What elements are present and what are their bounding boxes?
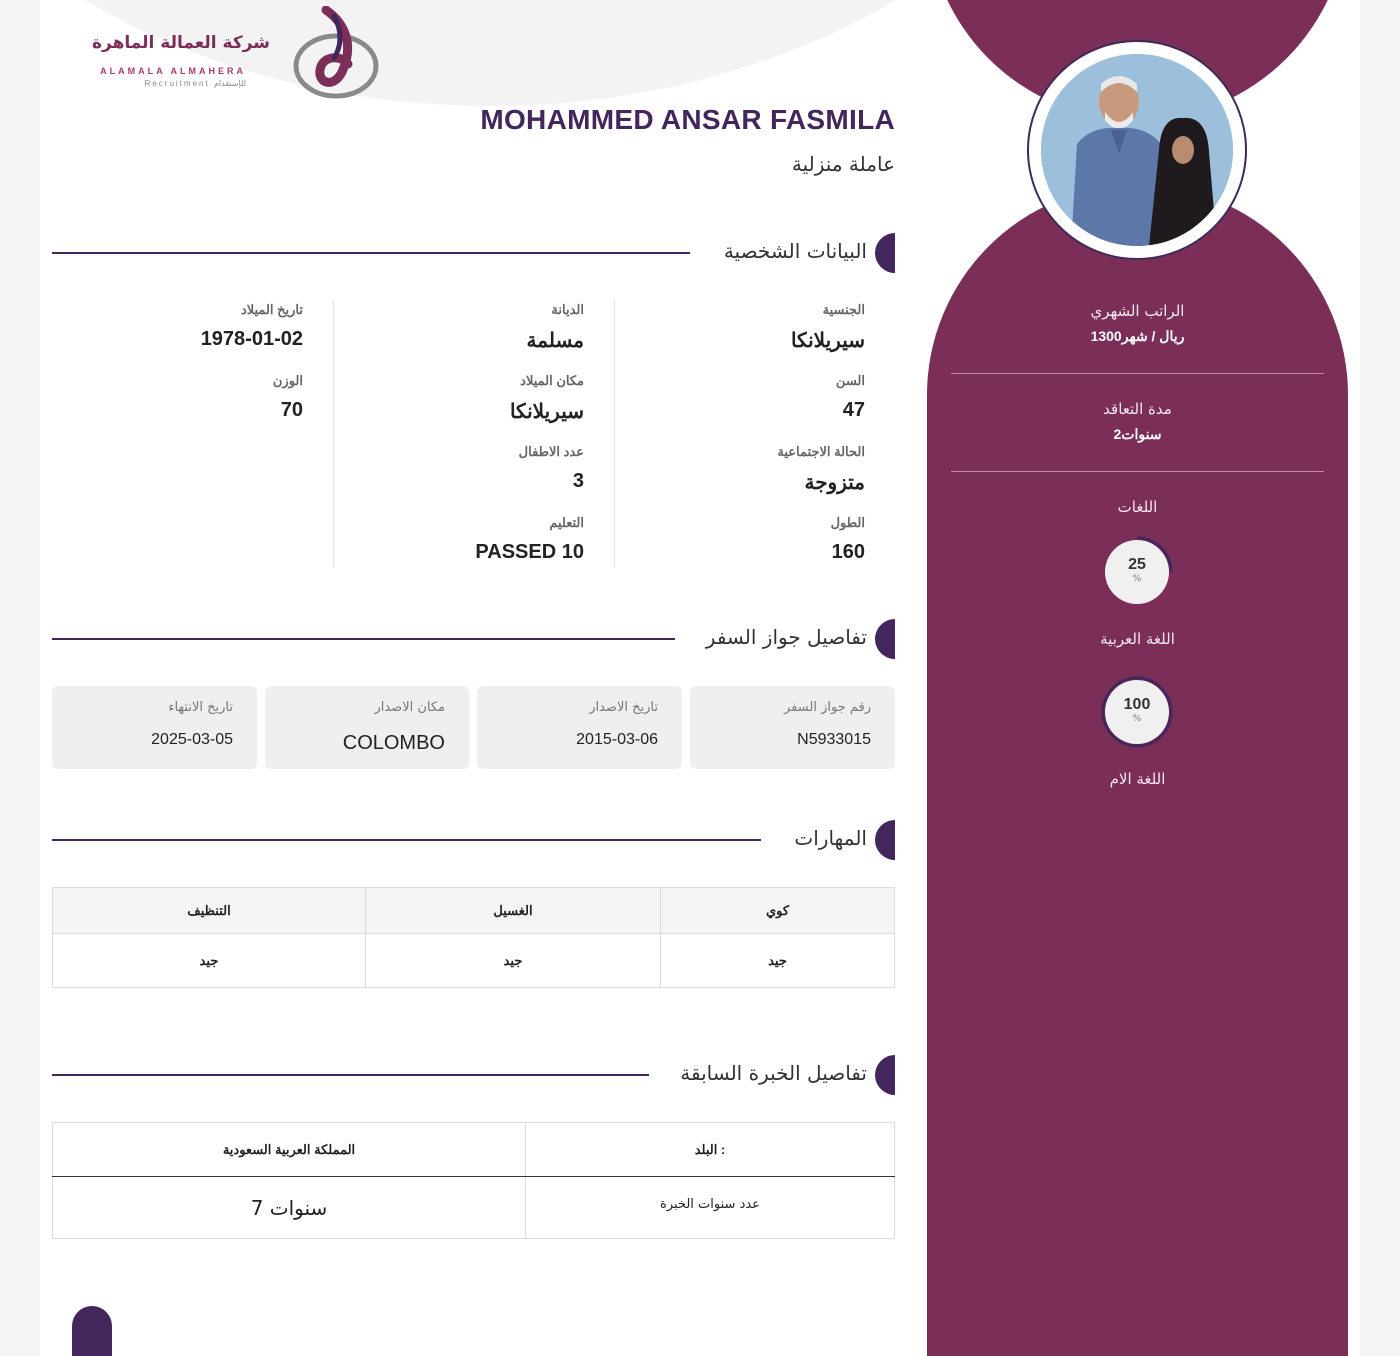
logo-subtitle: Recruitment للإستقدام [144, 79, 246, 88]
passport-number-card [690, 686, 895, 769]
native-level-unit: % [1132, 714, 1142, 724]
arabic-level-unit: % [1132, 574, 1142, 584]
birthdate-value: 1978-01-02 [200, 328, 303, 350]
nationality-label: الجنسية [822, 302, 865, 317]
table-row [53, 1123, 895, 1177]
expiry-date-label: تاريخ الانتهاء [168, 700, 233, 715]
table-row [53, 1177, 895, 1239]
section-title: المهارات [794, 826, 867, 850]
section-tab-marker [875, 820, 895, 860]
section-divider [52, 839, 761, 841]
section-personal-header [52, 233, 895, 273]
section-skills-header [52, 820, 895, 860]
marital-label: الحالة الاجتماعية [777, 444, 865, 459]
passport-number-label: رقم جواز السفر [784, 700, 871, 715]
section-tab-marker [875, 1055, 895, 1095]
arabic-language-label: اللغة العربية [1100, 630, 1175, 648]
section-title: تفاصيل جواز السفر [705, 625, 867, 649]
salary-value: 1300ريال / شهر [1090, 328, 1185, 344]
skill-value-ironing: جيد [661, 934, 895, 988]
age-value: 47 [842, 399, 865, 421]
country-label: البلد : [526, 1123, 895, 1177]
weight-label: الوزن [272, 373, 303, 388]
salary-label: الراتب الشهري [1090, 302, 1185, 320]
company-logo [92, 6, 382, 102]
age-label: السن [835, 373, 865, 388]
children-value: 3 [572, 470, 584, 492]
sidebar-divider [951, 471, 1324, 472]
native-level-gauge [1103, 678, 1171, 746]
expiry-date-card [52, 686, 257, 769]
languages-label: اللغات [1117, 498, 1158, 516]
birthplace-label: مكان الميلاد [520, 373, 584, 388]
section-passport-header [52, 619, 895, 659]
arabic-level-face [1105, 540, 1169, 604]
section-divider [52, 638, 675, 640]
issue-place-label: مكان الاصدار [374, 700, 445, 715]
profile-photo-frame [1027, 40, 1247, 260]
profile-photo [1038, 51, 1236, 249]
job-title: عاملة منزلية [791, 152, 895, 176]
skill-header-cleaning: التنظيف [53, 888, 366, 934]
birthdate-label: تاريخ الميلاد [240, 302, 303, 317]
education-value: PASSED 10 [475, 541, 584, 563]
table-row [53, 888, 895, 934]
passport-number-value: N5933015 [797, 731, 871, 748]
cv-page [40, 0, 1360, 1356]
candidate-name: MOHAMMED ANSAR FASMILA [480, 104, 895, 135]
skill-value-washing: جيد [366, 934, 661, 988]
experience-table [52, 1122, 895, 1239]
arabic-level-gauge [1103, 538, 1171, 606]
birthplace-value: سيريلانكا [509, 401, 584, 423]
native-level-value: 100 [1123, 696, 1151, 713]
issue-date-label: تاريخ الاصدار [589, 700, 658, 715]
religion-value: مسلمة [526, 330, 584, 352]
children-label: عدد الاطفال [518, 444, 584, 459]
country-value: المملكة العربية السعودية [53, 1123, 526, 1177]
languages-heading [951, 498, 1324, 516]
section-title: البيانات الشخصية [723, 239, 867, 263]
experience-years-value: 7 سنوات [53, 1177, 526, 1239]
expiry-date-value: 2025-03-05 [151, 731, 233, 748]
logo-english: ALAMALA ALMAHERA [100, 66, 246, 76]
table-row [53, 934, 895, 988]
skill-header-ironing: كوي [661, 888, 895, 934]
section-experience-header [52, 1055, 895, 1095]
nationality-value: سيريلانكا [790, 330, 865, 352]
issue-date-value: 2015-03-06 [576, 731, 658, 748]
skills-table [52, 887, 895, 988]
religion-label: الديانة [551, 302, 584, 317]
sidebar [927, 0, 1348, 1356]
education-label: التعليم [549, 515, 584, 530]
personal-col-3 [52, 300, 333, 568]
sidebar-divider [951, 373, 1324, 374]
salary-block [951, 302, 1324, 345]
marital-value: متزوجة [804, 472, 865, 494]
section-divider [52, 252, 690, 254]
logo-arabic-top: شركة العمالة الماهرة [92, 33, 270, 53]
native-level-face [1105, 680, 1169, 744]
weight-value: 70 [280, 399, 303, 421]
section-title: تفاصيل الخبرة السابقة [680, 1061, 867, 1085]
issue-date-card [477, 686, 682, 769]
personal-col-1 [614, 300, 895, 568]
personal-col-2 [333, 300, 614, 568]
skill-header-washing: الغسيل [366, 888, 661, 934]
issue-place-value: COLOMBO [342, 732, 445, 754]
contract-label: مدة التعاقد [1103, 400, 1172, 418]
issue-place-card [265, 686, 469, 769]
skill-value-cleaning: جيد [53, 934, 366, 988]
experience-years-label: عدد سنوات الخبرة [526, 1177, 895, 1239]
section-tab-marker [875, 233, 895, 273]
footer-tab-marker [72, 1306, 112, 1356]
contract-block [951, 400, 1324, 443]
native-language-label: اللغة الام [1109, 770, 1166, 788]
arabic-level-value: 25 [1128, 556, 1146, 573]
height-value: 160 [831, 541, 865, 563]
section-divider [52, 1074, 649, 1076]
contract-value: 2سنوات [1113, 426, 1162, 442]
section-tab-marker [875, 619, 895, 659]
height-label: الطول [830, 515, 865, 530]
